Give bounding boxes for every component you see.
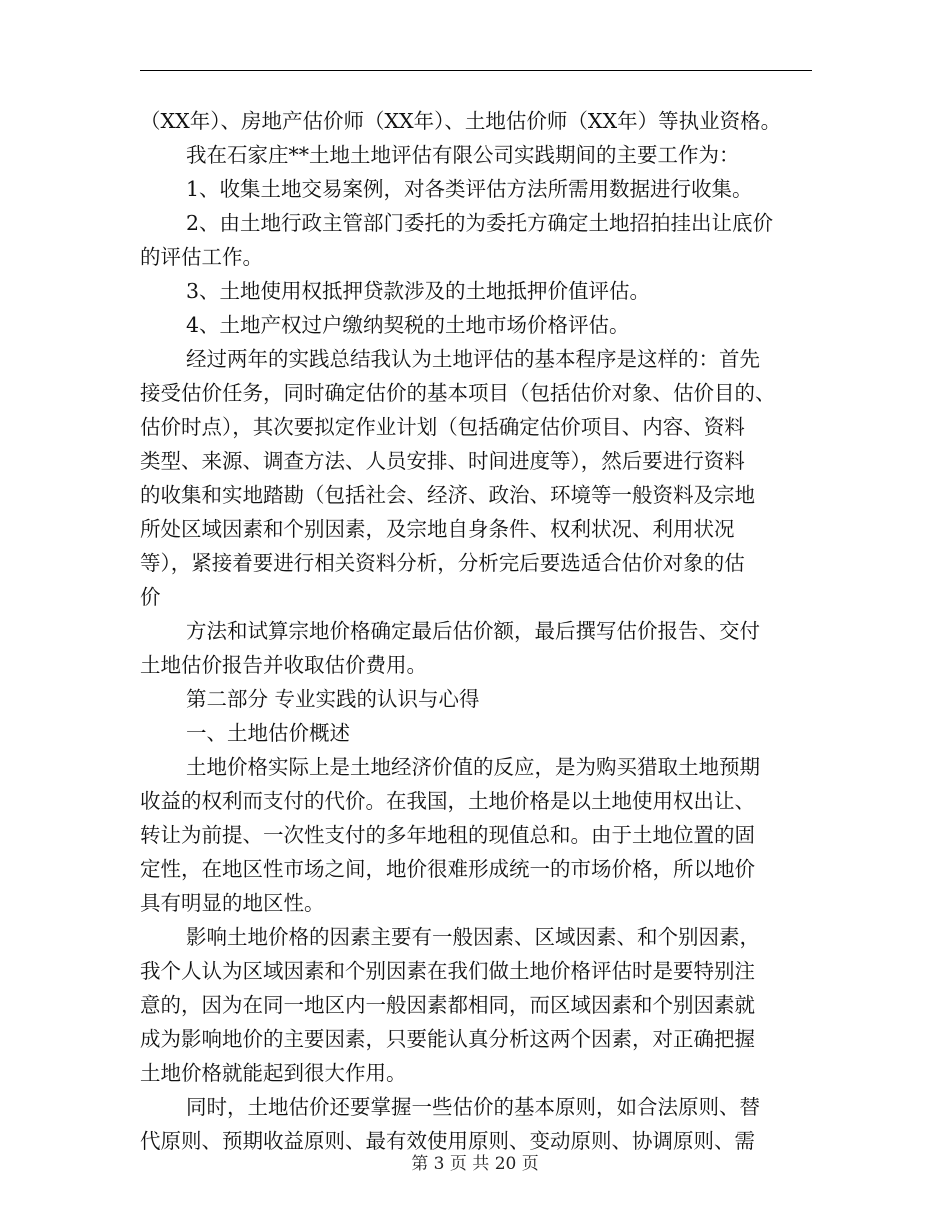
text-line: 4、土地产权过户缴纳契税的土地市场价格评估。 <box>186 313 630 337</box>
header-rule <box>140 70 812 71</box>
text-line: 等），紧接着要进行相关资料分析，分析完后要选适合估价对象的估 <box>140 551 745 575</box>
text-line: 类型、来源、调查方法、人员安排、时间进度等），然后要进行资料 <box>140 449 745 473</box>
text-line: 的收集和实地踏勘（包括社会、经济、政治、环境等一般资料及宗地 <box>140 483 755 507</box>
text-line: 收益的权利而支付的代价。在我国，土地价格是以土地使用权出让、 <box>140 789 755 813</box>
text-line: 我个人认为区域因素和个别因素在我们做土地价格评估时是要特别注 <box>140 959 755 983</box>
document-body <box>140 104 820 1158</box>
text-line: 意的，因为在同一地区内一般因素都相同，而区域因素和个别因素就 <box>140 993 755 1017</box>
page-footer: 第 3 页 共 20 页 <box>411 1154 539 1174</box>
text-line: 1、收集土地交易案例，对各类评估方法所需用数据进行收集。 <box>186 177 753 201</box>
text-line: 接受估价任务，同时确定估价的基本项目（包括估价对象、估价目的、 <box>140 381 776 405</box>
text-line: 土地估价报告并收取估价费用。 <box>140 653 427 677</box>
text-line: 估价时点），其次要拟定作业计划（包括确定估价项目、内容、资料 <box>140 415 745 439</box>
text-line: 经过两年的实践总结我认为土地评估的基本程序是这样的：首先 <box>186 347 760 371</box>
text-line: 土地价格实际上是土地经济价值的反应，是为购买猎取土地预期 <box>186 755 760 779</box>
text-line: 第二部分 专业实践的认识与心得 <box>186 687 480 711</box>
text-line: 所处区域因素和个别因素，及宗地自身条件、权利状况、利用状况 <box>140 517 735 541</box>
text-line: 代原则、预期收益原则、最有效使用原则、变动原则、协调原则、需 <box>140 1129 755 1153</box>
text-line: 成为影响地价的主要因素，只要能认真分析这两个因素，对正确把握 <box>140 1027 755 1051</box>
text-line: 3、土地使用权抵押贷款涉及的土地抵押价值评估。 <box>186 279 651 303</box>
text-line: 影响土地价格的因素主要有一般因素、区域因素、和个别因素， <box>186 925 760 949</box>
text-line: 土地价格就能起到很大作用。 <box>140 1061 407 1085</box>
text-line: 同时，土地估价还要掌握一些估价的基本原则，如合法原则、替 <box>186 1095 760 1119</box>
text-line: 一、土地估价概述 <box>186 721 350 745</box>
text-line: 价 <box>140 585 161 609</box>
text-line: 具有明显的地区性。 <box>140 891 325 915</box>
text-line: 定性，在地区性市场之间，地价很难形成统一的市场价格，所以地价 <box>140 857 755 881</box>
text-line: （XX年）、房地产估价师（XX年）、土地估价师（XX年）等执业资格。 <box>140 109 782 133</box>
text-line: 的评估工作。 <box>140 245 263 269</box>
text-line: 我在石家庄**土地土地评估有限公司实践期间的主要工作为： <box>186 143 740 167</box>
text-line: 转让为前提、一次性支付的多年地租的现值总和。由于土地位置的固 <box>140 823 755 847</box>
text-line: 2、由土地行政主管部门委托的为委托方确定土地招拍挂出让底价 <box>186 211 774 235</box>
text-line: 方法和试算宗地价格确定最后估价额，最后撰写估价报告、交付 <box>186 619 760 643</box>
